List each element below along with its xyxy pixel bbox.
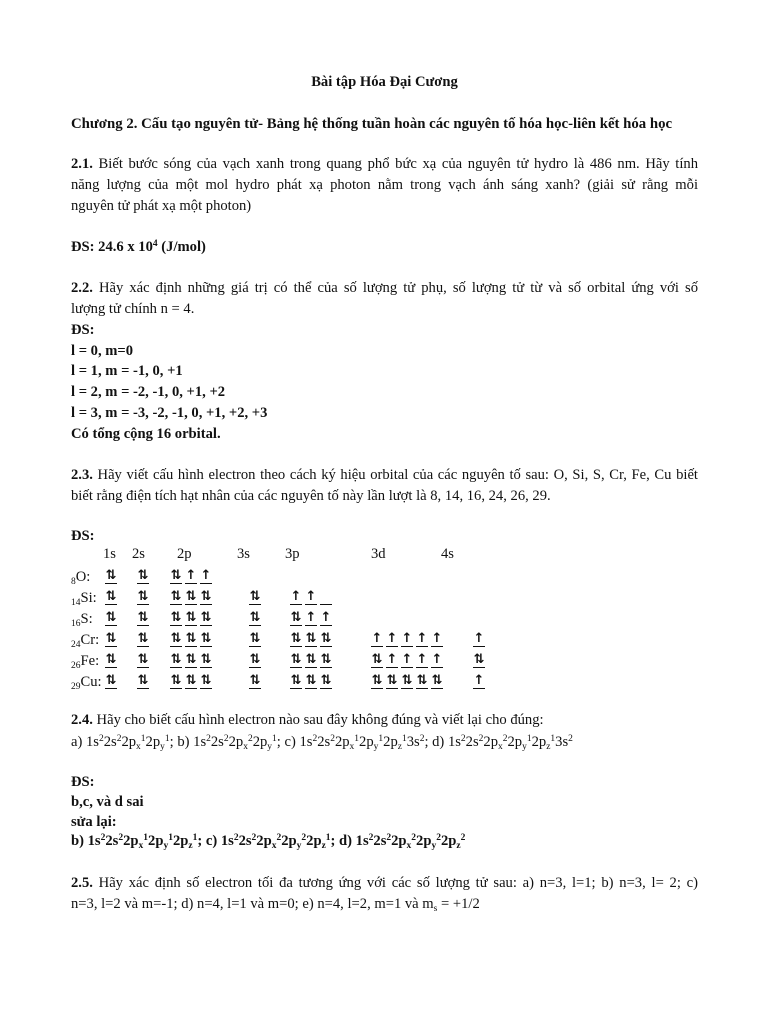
single-electron-arrow: ↑ [416,631,428,646]
single-electron-arrow: ↑ [320,610,332,625]
paired-electron-arrow: ⇅ [290,631,302,646]
orbital-group-3p [290,608,332,626]
orbital-group-2s [137,629,149,647]
orbital-header-1s: 1s [103,546,116,562]
paired-electron-arrow: ⇅ [137,652,149,667]
paired-electron-arrow: ⇅ [249,631,261,646]
paired-electron-arrow: ⇅ [305,652,317,667]
subscript: s [433,904,438,914]
answer-line: l = 0, m=0 [71,343,134,359]
paired-electron-arrow: ⇅ [185,631,197,646]
orbital-row-cr [71,629,698,649]
orbital-row-o [71,566,698,586]
orbital-group-3d [371,629,443,647]
paired-electron-arrow: ⇅ [320,652,332,667]
answer-line: l = 1, m = -1, 0, +1 [71,363,183,379]
exercise-2-5-line-2 [71,895,480,913]
paired-electron-arrow: ⇅ [200,673,212,688]
exercise-text: Hãy viết cấu hình electron theo cách ký hiệu orbital của các nguyên tố sau: O, Si, S, Cr, Fe, Cu biết [97,467,698,483]
paired-electron-arrow: ⇅ [290,652,302,667]
orbital-header-4s: 4s [441,546,454,562]
exercise-number: 2.1. [71,156,93,172]
paired-electron-arrow: ⇅ [320,673,332,688]
orbital-header-3p: 3p [285,546,300,562]
paired-electron-arrow: ⇅ [137,673,149,688]
element-symbol: $_{14}$Si: [71,590,97,608]
paired-electron-arrow: ⇅ [249,610,261,625]
orbital-group-3p [290,587,332,605]
exercise-2-5-line-1 [71,874,698,892]
paired-electron-arrow: ⇅ [170,652,182,667]
exercise-number: 2.5. [71,875,93,891]
orbital-group-2p [170,650,212,668]
orbital-group-3p [290,629,332,647]
single-electron-arrow: ↑ [401,631,413,646]
orbital-group-1s [105,608,117,626]
paired-electron-arrow: ⇅ [137,589,149,604]
orbital-header-2s: 2s [132,546,145,562]
paired-electron-arrow: ⇅ [170,631,182,646]
paired-electron-arrow: ⇅ [401,673,413,688]
answer-label: ĐS: [71,774,95,790]
orbital-group-2p [170,608,212,626]
orbital-group-4s [473,629,485,647]
orbital-group-2s [137,587,149,605]
answer-line: sửa lại: [71,814,117,830]
answer-exponent: 4 [152,239,158,249]
page-title: Bài tập Hóa Đại Cương [311,74,458,90]
single-electron-arrow: ↑ [431,652,443,667]
orbital-group-1s [105,587,117,605]
exercise-text: Hãy xác định những giá trị có thể của số lượng tử phụ, số lượng tử từ và số orbital ứng với số [98,280,699,296]
orbital-row-cu [71,671,698,691]
orbital-row-s [71,608,698,628]
orbital-group-3d [371,650,443,668]
exercise-2-4-options: a) $1s^22s^22p_x^12p_y^1$; b) $1s^22s^22p_x^22p_y^1$; c) $1s^22s^22p_x^12p_y^12p_z^13s^2$; d) $1s^22s^22p_x^22p_y^12p_z^13s^2$ [71,734,573,752]
paired-electron-arrow: ⇅ [137,568,149,583]
paired-electron-arrow: ⇅ [185,610,197,625]
orbital-row-fe [71,650,698,670]
answer-label: ĐS: [71,528,95,544]
single-electron-arrow: ↑ [290,589,302,604]
orbital-group-1s [105,650,117,668]
paired-electron-arrow: ⇅ [386,673,398,688]
exercise-2-4-line-1 [71,711,544,729]
paired-electron-arrow: ⇅ [249,652,261,667]
answer-label: ĐS: [71,322,95,338]
exercise-2-1-answer [71,238,206,256]
paired-electron-arrow: ⇅ [290,673,302,688]
orbital-header-3s: 3s [237,546,250,562]
orbital-group-2s [137,566,149,584]
single-electron-arrow: ↑ [473,673,485,688]
single-electron-arrow: ↑ [386,652,398,667]
orbital-group-4s [473,650,485,668]
orbital-header-3d: 3d [371,546,386,562]
orbital-group-1s [105,671,117,689]
exercise-text: n=3, l=2 và m=-1; d) n=4, l=1 và m=0; e) n=4, l=2, m=1 và m [71,896,434,912]
paired-electron-arrow: ⇅ [105,589,117,604]
paired-electron-arrow: ⇅ [105,652,117,667]
orbital-group-2p [170,587,212,605]
exercise-2-3-line-2: biết rằng điện tích hạt nhân của các nguyên tố này lần lượt là 8, 14, 16, 24, 26, 29. [71,488,551,504]
paired-electron-arrow: ⇅ [170,610,182,625]
orbital-group-3s [249,587,261,605]
paired-electron-arrow: ⇅ [249,673,261,688]
exercise-number: 2.4. [71,712,93,728]
single-electron-arrow: ↑ [305,610,317,625]
single-electron-arrow: ↑ [305,589,317,604]
orbital-group-3p [290,650,332,668]
paired-electron-arrow: ⇅ [185,652,197,667]
paired-electron-arrow: ⇅ [137,631,149,646]
element-symbol: $_8$O: [71,569,91,587]
paired-electron-arrow: ⇅ [200,589,212,604]
orbital-group-2s [137,608,149,626]
orbital-group-2p [170,566,212,584]
paired-electron-arrow: ⇅ [105,631,117,646]
paired-electron-arrow: ⇅ [249,589,261,604]
orbital-group-1s [105,629,117,647]
orbital-group-2p [170,629,212,647]
paired-electron-arrow: ⇅ [200,631,212,646]
orbital-group-3p [290,671,332,689]
exercise-2-1-line-2: năng lượng của một mol hydro phát xạ photon nằm trong vạch ánh sáng xanh? (giải sử rằng mỗi [71,177,698,193]
orbital-group-3s [249,650,261,668]
paired-electron-arrow: ⇅ [473,652,485,667]
answer-line: Có tổng cộng 16 orbital. [71,426,221,442]
paired-electron-arrow: ⇅ [105,673,117,688]
single-electron-arrow: ↑ [371,631,383,646]
single-electron-arrow: ↑ [185,568,197,583]
paired-electron-arrow: ⇅ [431,673,443,688]
exercise-2-2-line-1 [71,279,698,297]
paired-electron-arrow: ⇅ [371,652,383,667]
paired-electron-arrow: ⇅ [105,610,117,625]
element-symbol: $_{29}$Cu: [71,674,102,692]
paired-electron-arrow: ⇅ [185,673,197,688]
paired-electron-arrow: ⇅ [371,673,383,688]
orbital-group-1s [105,566,117,584]
exercise-text: Biết bước sóng của vạch xanh trong quang phổ bức xạ của nguyên tử hydro là 486 nm. Hãy tính [98,156,699,172]
orbital-group-2s [137,650,149,668]
element-symbol: $_{26}$Fe: [71,653,100,671]
answer-line: b,c, và d sai [71,794,144,810]
paired-electron-arrow: ⇅ [137,610,149,625]
element-symbol: $_{16}$S: [71,611,93,629]
answer-unit: (J/mol) [157,239,206,255]
exercise-2-1-line-3: nguyên tử phát xạ một photon) [71,198,252,214]
orbital-group-4s [473,671,485,689]
orbital-group-3d [371,671,443,689]
orbital-group-2s [137,671,149,689]
element-symbol: $_{24}$Cr: [71,632,100,650]
exercise-2-3-line-1 [71,466,698,484]
orbital-row-si [71,587,698,607]
paired-electron-arrow: ⇅ [105,568,117,583]
paired-electron-arrow: ⇅ [290,610,302,625]
answer-line: l = 3, m = -3, -2, -1, 0, +1, +2, +3 [71,405,268,421]
paired-electron-arrow: ⇅ [170,589,182,604]
exercise-2-4-corrections: b) $1s^22s^22p_x^12p_y^12p_z^1$; c) $1s^22s^22p_x^22p_y^22p_z^1$; d) $1s^22s^22p_x^22p_y^22p_z^2$ [71,833,466,851]
orbital-group-3s [249,608,261,626]
answer-text: ĐS: 24.6 x 10 [71,239,153,255]
paired-electron-arrow: ⇅ [320,631,332,646]
empty-orbital [320,589,332,605]
answer-line: l = 2, m = -2, -1, 0, +1, +2 [71,384,226,400]
exercise-2-1-line-1 [71,155,698,173]
single-electron-arrow: ↑ [386,631,398,646]
paired-electron-arrow: ⇅ [416,673,428,688]
single-electron-arrow: ↑ [431,631,443,646]
single-electron-arrow: ↑ [473,631,485,646]
exercise-text: = +1/2 [437,896,480,912]
exercise-text: Hãy xác định số electron tối đa tương ứng với các số lượng tử sau: a) n=3, l=1; b) n=3, l= 2; c) [98,875,698,891]
paired-electron-arrow: ⇅ [200,610,212,625]
paired-electron-arrow: ⇅ [170,673,182,688]
paired-electron-arrow: ⇅ [305,631,317,646]
paired-electron-arrow: ⇅ [170,568,182,583]
single-electron-arrow: ↑ [401,652,413,667]
exercise-number: 2.2. [71,280,93,296]
orbital-header-2p: 2p [177,546,192,562]
orbital-group-3s [249,671,261,689]
chapter-heading: Chương 2. Cấu tạo nguyên tử- Bảng hệ thống tuần hoàn các nguyên tố hóa học-liên kết hóa học [71,116,673,132]
single-electron-arrow: ↑ [416,652,428,667]
orbital-group-2p [170,671,212,689]
exercise-number: 2.3. [71,467,93,483]
paired-electron-arrow: ⇅ [200,652,212,667]
exercise-text: Hãy cho biết cấu hình electron nào sau đây không đúng và viết lại cho đúng: [96,712,544,728]
exercise-2-2-line-2: lượng tử chính n = 4. [71,301,195,317]
single-electron-arrow: ↑ [200,568,212,583]
paired-electron-arrow: ⇅ [185,589,197,604]
paired-electron-arrow: ⇅ [305,673,317,688]
orbital-group-3s [249,629,261,647]
